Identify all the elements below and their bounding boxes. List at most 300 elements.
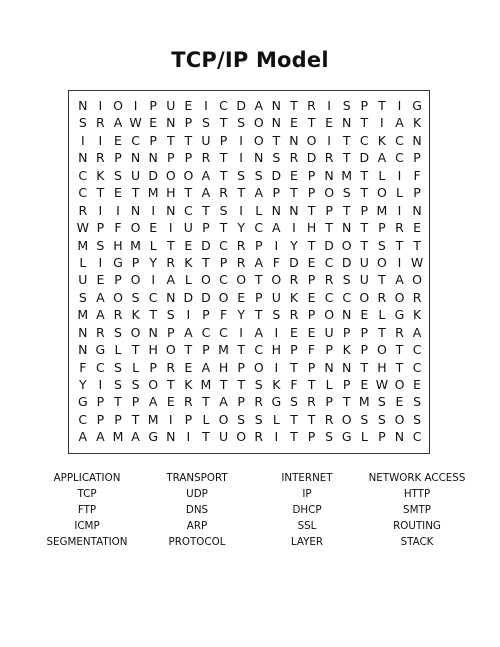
grid-cell[interactable]: P [413, 185, 421, 201]
grid-cell[interactable]: N [166, 429, 176, 445]
grid-cell[interactable]: A [78, 429, 88, 445]
grid-cell[interactable]: T [290, 185, 298, 201]
grid-cell[interactable]: E [184, 98, 193, 113]
grid-cell[interactable]: S [254, 411, 263, 427]
grid-cell[interactable]: P [114, 272, 122, 288]
grid-cell[interactable]: O [394, 411, 405, 427]
grid-cell[interactable]: T [202, 202, 210, 218]
grid-cell[interactable]: P [149, 132, 157, 148]
grid-cell[interactable]: E [149, 220, 158, 236]
grid-cell[interactable]: S [342, 272, 351, 288]
grid-cell[interactable]: U [183, 220, 193, 236]
grid-cell[interactable]: I [239, 202, 243, 218]
grid-cell[interactable]: R [113, 307, 123, 323]
grid-cell[interactable]: C [219, 324, 228, 340]
grid-cell[interactable]: T [360, 359, 369, 375]
grid-cell[interactable]: T [202, 429, 210, 445]
grid-cell[interactable]: A [201, 185, 211, 201]
grid-cell[interactable]: T [131, 342, 140, 358]
grid-cell[interactable]: S [272, 150, 281, 166]
grid-cell[interactable]: A [148, 394, 158, 410]
grid-cell[interactable]: P [325, 342, 333, 358]
grid-cell[interactable]: H [271, 342, 282, 358]
grid-cell[interactable]: P [272, 185, 281, 201]
grid-cell[interactable]: I [274, 359, 279, 375]
grid-cell[interactable]: R [201, 150, 211, 166]
grid-cell[interactable]: T [378, 324, 386, 340]
grid-cell[interactable]: R [412, 289, 422, 305]
grid-cell[interactable]: C [412, 429, 422, 445]
grid-cell[interactable]: Y [290, 237, 298, 253]
grid-cell[interactable]: M [200, 377, 212, 392]
grid-cell[interactable]: E [289, 324, 298, 340]
grid-cell[interactable]: P [237, 359, 245, 375]
grid-cell[interactable]: N [342, 307, 352, 323]
grid-cell[interactable]: N [324, 359, 334, 375]
grid-cell[interactable]: M [358, 394, 370, 410]
grid-cell[interactable]: I [98, 98, 103, 113]
grid-cell[interactable]: C [324, 289, 334, 305]
grid-cell[interactable]: R [395, 220, 404, 236]
grid-cell[interactable]: F [272, 254, 280, 270]
grid-cell[interactable]: M [147, 411, 159, 427]
grid-cell[interactable]: P [202, 307, 210, 323]
grid-cell[interactable]: K [412, 307, 422, 323]
grid-cell[interactable]: R [307, 98, 316, 113]
grid-cell[interactable]: P [307, 307, 316, 323]
grid-cell[interactable]: P [219, 254, 228, 270]
grid-cell[interactable]: R [96, 150, 105, 166]
grid-cell[interactable]: I [274, 237, 279, 253]
grid-cell[interactable]: S [289, 394, 298, 410]
grid-cell[interactable]: N [412, 132, 422, 148]
grid-cell[interactable]: D [148, 167, 158, 183]
grid-cell[interactable]: N [394, 429, 405, 445]
grid-cell[interactable]: E [96, 272, 105, 288]
grid-cell[interactable]: I [168, 411, 173, 427]
grid-cell[interactable]: P [131, 254, 140, 270]
grid-cell[interactable]: A [96, 307, 105, 323]
grid-cell[interactable]: M [376, 202, 388, 218]
grid-cell[interactable]: P [307, 359, 316, 375]
grid-cell[interactable]: R [219, 185, 228, 201]
grid-cell[interactable]: T [395, 359, 404, 375]
grid-cell[interactable]: K [289, 289, 299, 305]
grid-cell[interactable]: O [376, 254, 387, 270]
grid-cell[interactable]: T [342, 132, 351, 148]
grid-cell[interactable]: L [132, 359, 140, 375]
grid-cell[interactable]: P [114, 411, 122, 427]
grid-cell[interactable]: T [413, 237, 421, 253]
grid-cell[interactable]: F [413, 167, 421, 183]
grid-cell[interactable]: T [307, 411, 316, 427]
grid-cell[interactable]: R [377, 289, 387, 305]
grid-cell[interactable]: P [342, 377, 351, 392]
grid-cell[interactable]: E [395, 394, 404, 410]
grid-cell[interactable]: P [237, 394, 245, 410]
grid-cell[interactable]: C [78, 411, 88, 427]
grid-cell[interactable]: R [324, 150, 334, 166]
grid-cell[interactable]: T [219, 377, 228, 392]
grid-cell[interactable]: O [236, 272, 247, 288]
grid-cell[interactable]: S [413, 394, 422, 410]
grid-cell[interactable]: I [116, 202, 120, 218]
grid-cell[interactable]: O [236, 429, 247, 445]
grid-cell[interactable]: P [325, 394, 333, 410]
grid-cell[interactable]: O [113, 98, 123, 113]
grid-cell[interactable]: N [271, 202, 281, 218]
grid-cell[interactable]: P [96, 411, 105, 427]
grid-cell[interactable]: T [395, 342, 404, 358]
grid-cell[interactable]: A [395, 272, 404, 288]
grid-cell[interactable]: G [271, 394, 282, 410]
grid-cell[interactable]: P [413, 150, 421, 166]
grid-cell[interactable]: P [166, 324, 175, 340]
grid-cell[interactable]: W [129, 115, 142, 131]
grid-cell[interactable]: I [151, 202, 156, 218]
grid-cell[interactable]: P [219, 132, 228, 148]
grid-cell[interactable]: T [254, 272, 263, 288]
grid-cell[interactable]: P [290, 342, 298, 358]
grid-cell[interactable]: T [307, 237, 316, 253]
grid-cell[interactable]: E [289, 167, 298, 183]
grid-cell[interactable]: S [114, 324, 122, 340]
grid-cell[interactable]: T [360, 167, 369, 183]
grid-cell[interactable]: H [113, 237, 123, 253]
grid-cell[interactable]: S [114, 167, 122, 183]
grid-cell[interactable]: M [77, 237, 89, 253]
grid-cell[interactable]: L [184, 272, 192, 288]
grid-cell[interactable]: R [166, 254, 176, 270]
grid-cell[interactable]: P [254, 237, 263, 253]
grid-cell[interactable]: R [254, 429, 264, 445]
grid-cell[interactable]: N [148, 150, 158, 166]
grid-cell[interactable]: T [342, 394, 351, 410]
grid-cell[interactable]: U [166, 98, 176, 113]
grid-cell[interactable]: P [131, 394, 140, 410]
grid-cell[interactable]: L [378, 167, 386, 183]
grid-cell[interactable]: P [149, 359, 157, 375]
grid-cell[interactable]: A [254, 185, 264, 201]
grid-cell[interactable]: I [204, 98, 208, 113]
grid-cell[interactable]: L [272, 411, 280, 427]
grid-cell[interactable]: P [360, 202, 369, 218]
grid-cell[interactable]: P [184, 150, 193, 166]
grid-cell[interactable]: H [306, 220, 317, 236]
grid-cell[interactable]: S [272, 307, 281, 323]
grid-cell[interactable]: L [396, 185, 403, 201]
grid-cell[interactable]: K [342, 342, 351, 358]
grid-cell[interactable]: S [360, 411, 369, 427]
grid-cell[interactable]: R [96, 115, 105, 131]
grid-cell[interactable]: U [324, 324, 334, 340]
grid-cell[interactable]: P [378, 429, 386, 445]
grid-cell[interactable]: S [237, 115, 246, 131]
grid-cell[interactable]: I [98, 202, 103, 218]
grid-cell[interactable]: R [289, 150, 299, 166]
grid-cell[interactable]: U [359, 254, 369, 270]
grid-cell[interactable]: P [184, 411, 193, 427]
grid-cell[interactable]: L [202, 411, 210, 427]
grid-cell[interactable]: P [307, 272, 316, 288]
grid-cell[interactable]: T [254, 307, 263, 323]
grid-cell[interactable]: D [236, 98, 246, 113]
grid-cell[interactable]: T [219, 115, 228, 131]
grid-cell[interactable]: M [218, 342, 229, 358]
grid-cell[interactable]: S [219, 202, 228, 218]
grid-cell[interactable]: L [149, 237, 157, 253]
grid-cell[interactable]: A [254, 324, 264, 340]
grid-cell[interactable]: S [78, 289, 87, 305]
grid-cell[interactable]: O [412, 272, 422, 288]
grid-cell[interactable]: O [165, 167, 176, 183]
grid-cell[interactable]: N [166, 202, 176, 218]
grid-cell[interactable]: I [274, 324, 279, 340]
grid-cell[interactable]: S [377, 394, 386, 410]
grid-cell[interactable]: U [218, 429, 229, 445]
grid-cell[interactable]: S [377, 237, 386, 253]
grid-cell[interactable]: R [254, 394, 264, 410]
grid-cell[interactable]: S [254, 167, 263, 183]
grid-cell[interactable]: S [413, 411, 422, 427]
grid-cell[interactable]: M [77, 307, 89, 323]
grid-cell[interactable]: I [397, 254, 402, 270]
grid-cell[interactable]: T [342, 150, 351, 166]
grid-cell[interactable]: F [307, 342, 316, 358]
grid-cell[interactable]: S [237, 411, 246, 427]
grid-cell[interactable]: T [307, 202, 316, 218]
grid-cell[interactable]: A [184, 324, 193, 340]
grid-cell[interactable]: S [325, 429, 334, 445]
grid-cell[interactable]: T [307, 115, 316, 131]
grid-cell[interactable]: F [114, 220, 122, 236]
grid-cell[interactable]: M [112, 429, 124, 445]
grid-cell[interactable]: E [307, 324, 316, 340]
grid-cell[interactable]: G [341, 429, 352, 445]
grid-cell[interactable]: K [272, 377, 281, 392]
grid-cell[interactable]: K [184, 377, 193, 392]
grid-cell[interactable]: U [359, 272, 369, 288]
grid-cell[interactable]: T [237, 377, 245, 392]
grid-cell[interactable]: T [325, 220, 333, 236]
grid-cell[interactable]: U [78, 272, 88, 288]
grid-cell[interactable]: T [166, 237, 175, 253]
grid-cell[interactable]: S [78, 115, 87, 131]
grid-cell[interactable]: S [237, 167, 246, 183]
grid-cell[interactable]: N [289, 132, 299, 148]
grid-cell[interactable]: C [219, 237, 228, 253]
grid-cell[interactable]: C [183, 202, 193, 218]
grid-cell[interactable]: A [96, 289, 105, 305]
grid-cell[interactable]: D [324, 237, 334, 253]
grid-cell[interactable]: R [324, 272, 334, 288]
grid-cell[interactable]: N [254, 150, 264, 166]
grid-cell[interactable]: A [412, 324, 422, 340]
grid-cell[interactable]: I [397, 98, 402, 113]
grid-cell[interactable]: A [254, 98, 264, 113]
grid-cell[interactable]: O [341, 411, 352, 427]
grid-cell[interactable]: U [201, 132, 211, 148]
grid-cell[interactable]: O [359, 289, 370, 305]
grid-cell[interactable]: K [96, 167, 105, 183]
grid-cell[interactable]: O [253, 115, 264, 131]
grid-cell[interactable]: P [307, 429, 316, 445]
grid-cell[interactable]: O [130, 324, 141, 340]
grid-cell[interactable]: A [201, 167, 211, 183]
grid-cell[interactable]: N [78, 98, 88, 113]
grid-cell[interactable]: T [219, 220, 228, 236]
grid-cell[interactable]: E [184, 359, 193, 375]
grid-cell[interactable]: S [201, 115, 210, 131]
grid-cell[interactable]: N [412, 202, 422, 218]
grid-cell[interactable]: S [114, 359, 122, 375]
grid-cell[interactable]: P [114, 150, 122, 166]
grid-cell[interactable]: T [166, 132, 175, 148]
grid-cell[interactable]: C [254, 342, 264, 358]
grid-cell[interactable]: O [341, 237, 352, 253]
grid-cell[interactable]: N [166, 115, 176, 131]
grid-cell[interactable]: A [272, 220, 281, 236]
grid-cell[interactable]: Y [237, 220, 245, 236]
grid-cell[interactable]: I [168, 220, 173, 236]
grid-cell[interactable]: R [324, 411, 334, 427]
grid-cell[interactable]: C [342, 289, 352, 305]
grid-cell[interactable]: A [131, 429, 140, 445]
grid-cell[interactable]: D [289, 254, 299, 270]
grid-cell[interactable]: R [236, 237, 246, 253]
grid-cell[interactable]: I [327, 98, 331, 113]
grid-cell[interactable]: T [290, 429, 298, 445]
grid-cell[interactable]: N [130, 150, 141, 166]
grid-cell[interactable]: D [359, 150, 370, 166]
grid-cell[interactable]: G [148, 429, 159, 445]
grid-cell[interactable]: N [289, 202, 299, 218]
grid-cell[interactable]: T [131, 185, 140, 201]
grid-cell[interactable]: H [218, 359, 229, 375]
grid-cell[interactable]: T [360, 220, 369, 236]
grid-cell[interactable]: O [253, 359, 264, 375]
grid-cell[interactable]: P [342, 324, 351, 340]
grid-cell[interactable]: E [307, 254, 316, 270]
grid-cell[interactable]: E [114, 132, 122, 148]
grid-cell[interactable]: A [96, 429, 105, 445]
grid-cell[interactable]: T [290, 359, 298, 375]
grid-cell[interactable]: P [378, 220, 386, 236]
grid-cell[interactable]: A [113, 115, 123, 131]
grid-cell[interactable]: S [114, 377, 122, 392]
grid-cell[interactable]: T [290, 411, 298, 427]
grid-cell[interactable]: I [380, 115, 384, 131]
grid-cell[interactable]: T [149, 307, 157, 323]
grid-cell[interactable]: P [202, 220, 210, 236]
grid-cell[interactable]: P [360, 342, 369, 358]
grid-cell[interactable]: L [378, 307, 386, 323]
grid-cell[interactable]: T [184, 132, 193, 148]
grid-cell[interactable]: D [306, 150, 317, 166]
grid-cell[interactable]: C [78, 167, 88, 183]
grid-cell[interactable]: M [341, 167, 353, 183]
grid-cell[interactable]: T [96, 185, 105, 201]
grid-cell[interactable]: E [307, 289, 316, 305]
grid-cell[interactable]: R [184, 394, 193, 410]
grid-cell[interactable]: G [412, 98, 422, 113]
grid-cell[interactable]: O [130, 272, 141, 288]
grid-cell[interactable]: R [96, 324, 105, 340]
grid-cell[interactable]: R [395, 324, 404, 340]
grid-cell[interactable]: R [236, 254, 246, 270]
grid-cell[interactable]: N [271, 98, 281, 113]
grid-cell[interactable]: U [131, 167, 141, 183]
grid-cell[interactable]: T [131, 411, 140, 427]
grid-cell[interactable]: T [342, 202, 351, 218]
grid-cell[interactable]: L [79, 254, 87, 270]
grid-cell[interactable]: P [149, 98, 157, 113]
grid-cell[interactable]: P [184, 115, 193, 131]
grid-cell[interactable]: R [289, 307, 299, 323]
grid-cell[interactable]: T [219, 167, 228, 183]
grid-cell[interactable]: C [201, 324, 211, 340]
grid-cell[interactable]: T [290, 98, 298, 113]
grid-cell[interactable]: Y [237, 307, 245, 323]
grid-cell[interactable]: P [360, 324, 369, 340]
grid-cell[interactable]: C [131, 132, 140, 148]
grid-cell[interactable]: W [410, 254, 424, 270]
grid-cell[interactable]: H [377, 359, 387, 375]
grid-cell[interactable]: S [342, 185, 351, 201]
grid-cell[interactable]: N [342, 359, 352, 375]
grid-cell[interactable]: T [237, 342, 245, 358]
grid-cell[interactable]: O [218, 289, 229, 305]
grid-cell[interactable]: C [412, 342, 422, 358]
grid-cell[interactable]: C [324, 254, 334, 270]
grid-cell[interactable]: T [219, 150, 228, 166]
grid-cell[interactable]: I [98, 254, 103, 270]
grid-cell[interactable]: M [147, 185, 159, 201]
grid-cell[interactable]: G [394, 307, 405, 323]
grid-cell[interactable]: I [292, 220, 296, 236]
grid-cell[interactable]: O [271, 272, 282, 288]
grid-cell[interactable]: C [395, 150, 404, 166]
grid-cell[interactable]: T [360, 115, 369, 131]
grid-cell[interactable]: O [306, 132, 317, 148]
grid-cell[interactable]: N [342, 220, 352, 236]
grid-cell[interactable]: T [166, 377, 175, 392]
grid-cell[interactable]: N [78, 324, 88, 340]
grid-cell[interactable]: L [114, 342, 122, 358]
grid-cell[interactable]: G [77, 394, 88, 410]
grid-cell[interactable]: P [307, 167, 316, 183]
grid-cell[interactable]: F [79, 359, 87, 375]
grid-cell[interactable]: O [218, 411, 229, 427]
grid-cell[interactable]: P [202, 342, 210, 358]
grid-cell[interactable]: O [183, 167, 194, 183]
grid-cell[interactable]: E [184, 237, 193, 253]
grid-cell[interactable]: P [325, 202, 333, 218]
grid-cell[interactable]: K [184, 254, 193, 270]
grid-cell[interactable]: S [342, 98, 351, 113]
grid-cell[interactable]: D [341, 254, 352, 270]
grid-cell[interactable]: T [202, 394, 210, 410]
grid-cell[interactable]: D [201, 289, 211, 305]
grid-cell[interactable]: G [95, 342, 106, 358]
grid-cell[interactable]: A [219, 394, 228, 410]
grid-cell[interactable]: S [166, 307, 175, 323]
grid-cell[interactable]: D [183, 289, 194, 305]
grid-cell[interactable]: T [378, 272, 386, 288]
grid-cell[interactable]: D [201, 237, 211, 253]
grid-cell[interactable]: H [166, 185, 176, 201]
grid-cell[interactable]: O [113, 289, 123, 305]
